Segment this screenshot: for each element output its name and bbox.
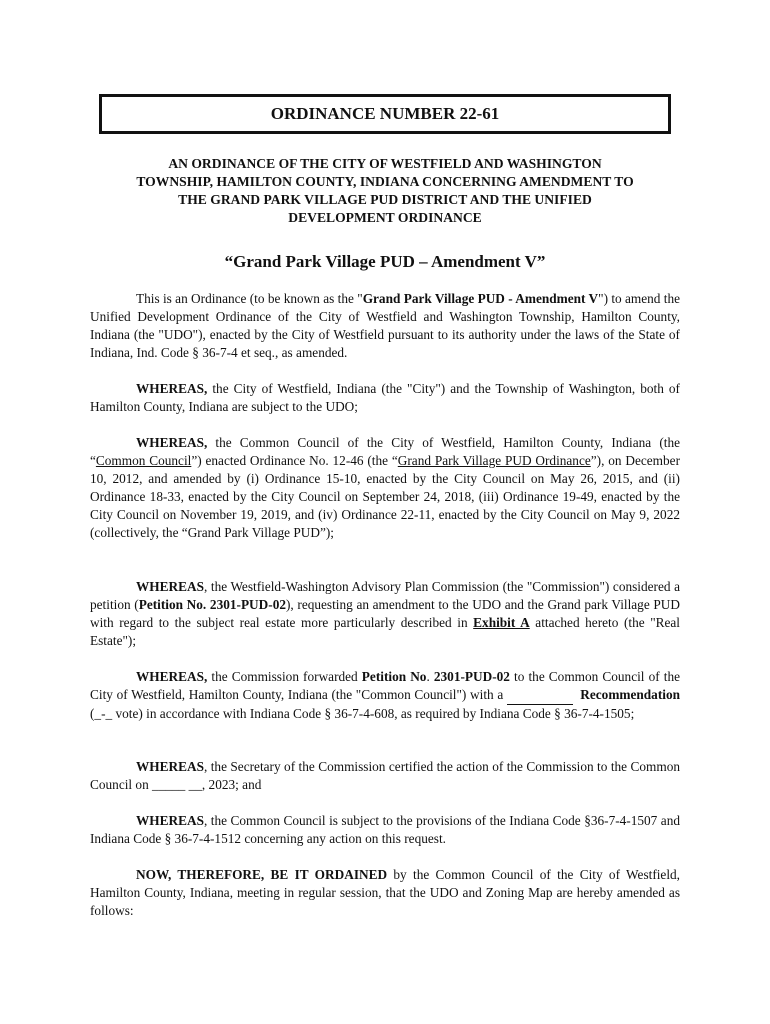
whereas-paragraph-2: WHEREAS, the Common Council of the City of Westfield, Hamilton County, Indiana (the “Common Council”) enacted Ordinance No. 12-46 (the “Grand Park Village PUD Ordinance”), on December 10, 2012, and amended by (i) Ordinance 15-10, enacted by the City Council on May 26, 2015, and (ii) Ordinance 18-33, enacted by the City Council on September 24, 2018, (iii) Ordinance 19-49, enacted by the City Council on November 19, 2019, and (iv) Ordinance 22-11, enacted by the City Council on May 9, 2022 (collectively, the “Grand Park Village PUD”); [90,435,680,540]
ordinance-title-box [99,94,671,134]
whereas-paragraph-5: WHEREAS, the Secretary of the Commission certified the action of the Commission to the Common Council on _____ __, 2023; and [90,759,680,792]
document-name: “Grand Park Village PUD – Amendment V” [224,252,546,271]
whereas-paragraph-6: WHEREAS, the Common Council is subject to the provisions of the Indiana Code §36-7-4-1507 and Indiana Code § 36-7-4-1512 concerning any action on this request. [90,813,680,846]
subtitle-line: THE GRAND PARK VILLAGE PUD DISTRICT AND THE UNIFIED [178,192,592,207]
ordinance-subtitle [95,155,675,227]
whereas-paragraph-1: WHEREAS, the City of Westfield, Indiana (the "City") and the Township of Washington, both of Hamilton County, Indiana are subject to the UDO; [90,381,680,414]
ordinance-number: ORDINANCE NUMBER 22-61 [270,104,500,123]
intro-paragraph: This is an Ordinance (to be known as the "Grand Park Village PUD - Amendment V") to amend the Unified Development Ordinance of the City of Westfield and Washington Township, Hamilton County, Indiana (the "UDO"), enacted by the City of Westfield pursuant to its authority under the laws of the State of Indiana, Ind. Code § 36-7-4 et seq., as amended. [90,291,681,360]
subtitle-line: TOWNSHIP, HAMILTON COUNTY, INDIANA CONCERNING AMENDMENT TO [136,174,634,189]
whereas-paragraph-4: WHEREAS, the Commission forwarded Petition No. 2301-PUD-02 to the Common Council of the City of Westfield, Hamilton County, Indiana (the "Common Council") with a Recommendation (_-_ vote) in accordance with Indiana Code § 36-7-4-608, as required by Indiana Code § 36-7-4-1505; [90,669,680,721]
whereas-paragraph-3: WHEREAS, the Westfield-Washington Advisory Plan Commission (the "Commission") considered a petition (Petition No. 2301-PUD-02), requesting an amendment to the UDO and the Grand park Village PUD with regard to the subject real estate more particularly described in Exhibit A attached hereto (the "Real Estate"); [90,579,680,648]
recommendation-blank [507,686,573,705]
subtitle-line: DEVELOPMENT ORDINANCE [288,210,482,225]
subtitle-line: AN ORDINANCE OF THE CITY OF WESTFIELD AND WASHINGTON [168,156,602,171]
ordained-paragraph: NOW, THEREFORE, BE IT ORDAINED by the Common Council of the City of Westfield, Hamilton County, Indiana, meeting in regular session, that the UDO and Zoning Map are hereby amended as follows: [90,867,681,918]
